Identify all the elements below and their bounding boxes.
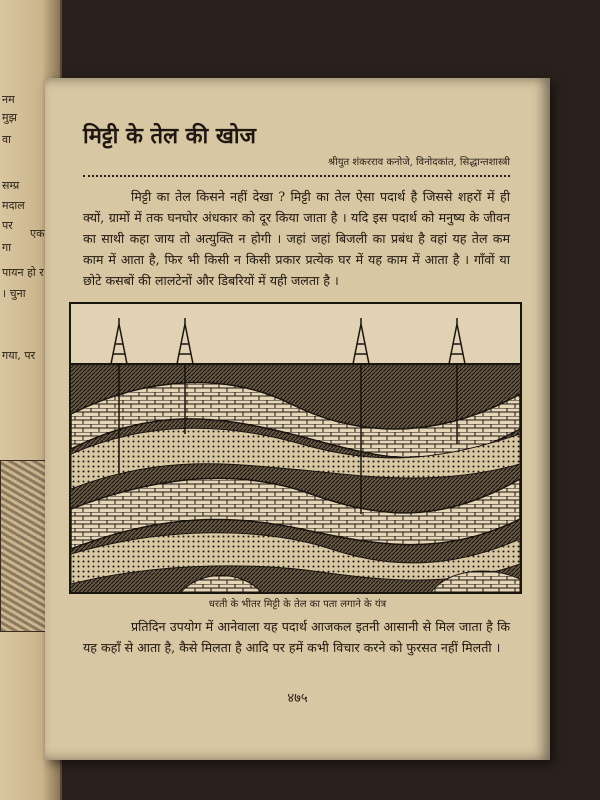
book-page <box>45 78 550 760</box>
left-fragment: । चुना <box>2 287 26 300</box>
left-fragment: सम्प्र <box>2 179 20 192</box>
left-fragment: मदाल <box>2 199 25 212</box>
paragraph-2: प्रतिदिन उपयोग में आनेवाला यह पदार्थ आजकल इतनी आसानी से मिल जाता है कि यह कहाँ से आता है, कैसे मिलता है आदि पर हमें कभी विचार करने को फुरसत नहीं मिलती । <box>83 619 510 655</box>
article-title: मिट्टी के तेल की खोज <box>83 123 256 149</box>
strata-drawing <box>71 304 520 592</box>
left-fragment: वा <box>2 133 11 146</box>
left-fragment: गया, पर <box>2 349 36 362</box>
left-fragment: एक <box>30 227 45 240</box>
left-fragment: नम <box>2 93 15 106</box>
left-fragment: पायन हो र <box>2 266 44 279</box>
figure-caption: धरती के भीतर मिट्टी के तेल का पता लगाने के यंत्र <box>208 599 387 610</box>
left-fragment: मुझ <box>2 111 17 124</box>
paragraph-1: मिट्टी का तेल किसने नहीं देखा ? मिट्टी का तेल ऐसा पदार्थ है जिससे शहरों में ही क्यों, ग्रामों में तक घनघोर अंधकार को दूर किया जाता है । यदि इस पदार्थ को मनुष्य के जीवन का साथी कहा जाय तो अत्युक्ति न होगी । जहां जहां बिजली का प्रबंध है वहां यह तेल कम काम में आता है, फिर भी किसी न किसी प्रकार प्रत्येक घर में यह काम में आता है । गाँवों या छोटे कसबों की लालटेनों और डिबरियों में यही जलता है । <box>83 189 510 288</box>
left-page-illustration <box>0 460 46 632</box>
page-number: ४७५ <box>287 691 308 706</box>
left-fragment: पर <box>2 219 13 232</box>
article-author: श्रीयुत शंकरराव कनोजे, विनोदकांत, सिद्धान्तशास्त्री <box>328 157 510 168</box>
left-fragment: गा <box>2 241 12 254</box>
title-divider <box>83 175 510 177</box>
oil-rig-illustration <box>69 302 522 594</box>
